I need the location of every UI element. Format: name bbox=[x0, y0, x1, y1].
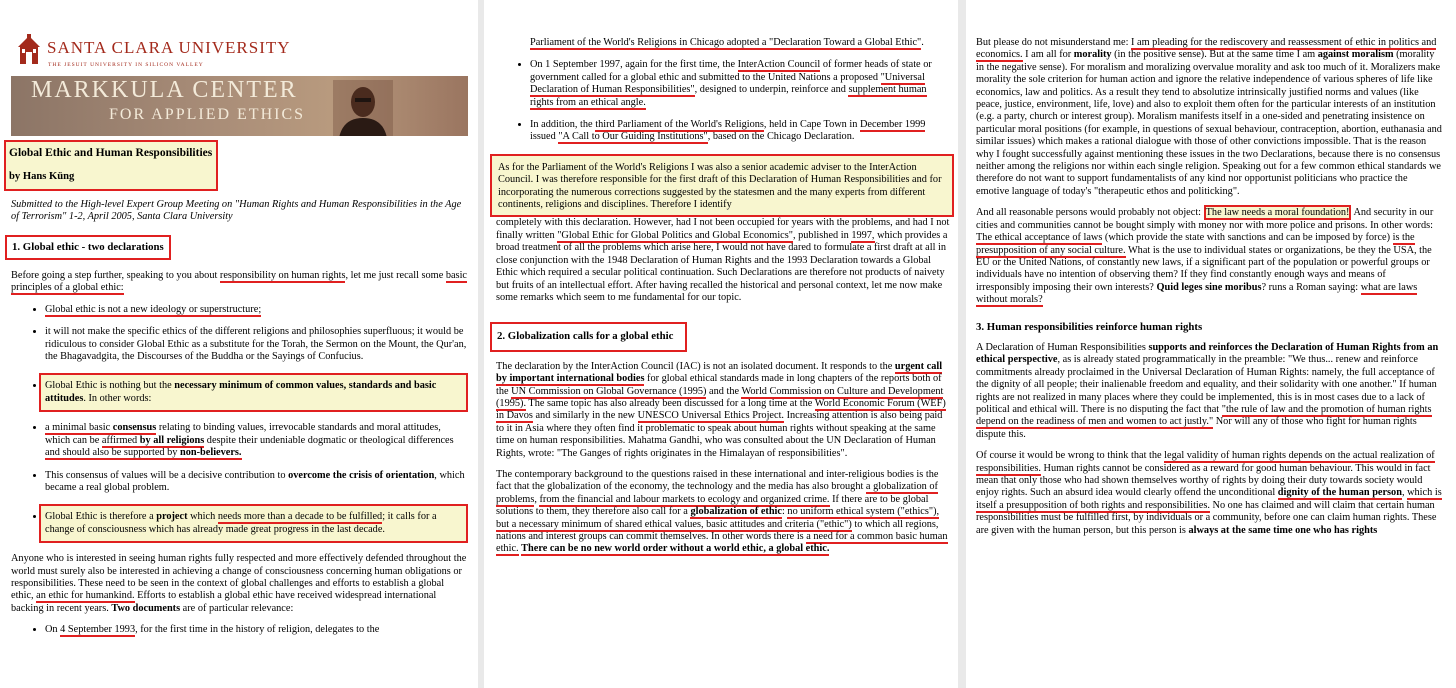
list-item: • a minimal basic consensus relating to binding values, irrevocable standards and moral attitudes, which can be affirmed by all religions despite their undeniable dogmatic or theological differences and should also be supported by non-believers. bbox=[45, 422, 468, 459]
list-item: Parliament of the World's Religions in Chicago adopted a "Declaration Toward a Global Ethic". bbox=[530, 37, 924, 48]
paragraph: Anyone who is interested in seeing human rights fully respected and more effectively defended throughout the world must surely also be interested in achieving a change of consciousness concerning human obligations or responsibilities. These need to be seen in the context of global challenges and efforts to establish a global ethic, an ethic for humankind. Efforts to establish a global ethic have received widespread international backing in recent years. Two documents are of particular relevance: bbox=[11, 553, 467, 614]
documents-list bbox=[496, 59, 950, 143]
list-item bbox=[45, 373, 468, 412]
university-tagline: THE JESUIT UNIVERSITY IN SILICON VALLEY bbox=[48, 62, 204, 68]
paragraph: But please do not misunderstand me: I am pleading for the rediscovery and reassessment of ethic in politics and economics. I am all for morality (in the positive sense). But at the same time I am against moralism (morality in the negative sense). For moralism and moralizing overvalue morality and ask too much of it. Moralizers make morality the sole criterion for human action and ignore the relative independence of various spheres of life like economics, law and politics. As a result they tend to absolutize intrinsically justified norms and values (like peace, justice, environment, life, love) and also to exploit them often for the particular interests of an institution (e.g. a party, church or interest group). Moralism manifests itself in a one-sided and penetrating insistence on particular moral positions (for example, in questions of sexual behaviour, contraception, abortion, euthanasia and similar issues) which makes a rational dialogue with those of other convictions impossible. That is the reason why I fought successfully against mentioning these issues in the two Declarations, because there is no consensus neither among the religions nor within each single religion. Speaking out for a few common ethical standards we therefore do not want to support fundamentalists of any kind nor opportunist politicians who practice the emotive language of today's "therapeutic ethos and politicking". bbox=[976, 37, 1442, 197]
portrait-photo bbox=[333, 80, 393, 136]
paragraph: The contemporary background to the questions raised in these international and inter-religious bodies is the fact that the globalization of the economy, the technology and the media has also brought a globalization of problems, from the financial and labour markets to ecology and organized crime. If there are to be global solutions to them, they therefore also call for a globalization of ethic: no uniform ethical system ("ethics"), but a necessary minimum of shared ethical values, basic attitudes and criteria ("ethic") to which all regions, nations and interest groups can commit themselves. In other words there is a need for a common basic human ethic. There can be no new world order without a world ethic, a global ethic. bbox=[496, 468, 948, 555]
list-item: • On 4 September 1993, for the first time in the history of religion, delegates to the bbox=[45, 624, 468, 636]
paragraph: Of course it would be wrong to think that the legal validity of human rights depends on the actual realization of responsibilities. Human rights cannot be considered as a reward for good human behaviour. This would in fact mean that only those who had shown themselves worthy of rights by doing their duty towards society would enjoy rights. Such an absurd idea would clearly offend the unconditional dignity of the human person, which is itself a presupposition of both rights and responsibilities. No one has claimed and will claim that certain human responsibilities must be fulfilled first, by individuals or a community, before one can claim human rights. These are given with the human person, but this person is always at the same time one who has rights bbox=[976, 450, 1442, 536]
highlighted-bullet: • Global Ethic is nothing but the necessary minimum of common values, standards and basic attitudes. In other words: bbox=[39, 373, 468, 412]
paragraph: Before going a step further, speaking to you about responsibility on human rights, let me just recall some basic principles of a global ethic: bbox=[11, 270, 468, 294]
highlighted-paragraph: As for the Parliament of the World's Religions I was also a senior academic adviser to the InterAction Council. I was therefore responsible for the first draft of this Declaration of Human Responsibilities and for incorporating the numerous corrections suggested by the statesmen and the many experts from different continents, religions and disciplines. Therefore I identify bbox=[490, 154, 954, 218]
article-title: Global Ethic and Human Responsibilities bbox=[9, 147, 213, 159]
paragraph: The declaration by the InterAction Council (IAC) is not an isolated document. It responds to the urgent call by important international bodies for global ethical standards made in long chapters of the reports both of the UN Commission on Global Governance (1995) and the World Commission on Culture and Development (1995). The same topic has also already been discussed for a long time at the World Economic Forum (WEF) in Davos and similarly in the new UNESCO Universal Ethics Project. Increasing attention is also being paid to it in Asia where they often find it problematic to speak about human rights without speaking at the same time on human responsibilities. Mahatma Gandhi, who was consulted about the UN Declaration of Human Rights, wrote: "The Ganges of rights originates in the Himalayan of responsibilities". bbox=[496, 360, 946, 459]
list-item: • it will not make the specific ethics of the different religions and philosophies superfluous; it would be ridiculous to consider Global Ethic as a substitute for the Torah, the Sermon on the Mount, the Qur'an, the Bhagavadgita, the Discourses of the Buddha or the Sayings of Confucius. bbox=[45, 326, 468, 363]
article-title-box bbox=[4, 140, 218, 191]
section-heading-2: 2. Globalization calls for a global ethic bbox=[490, 322, 687, 351]
section-heading-3: 3. Human responsibilities reinforce human rights bbox=[976, 320, 1203, 333]
paragraph: A Declaration of Human Responsibilities supports and reinforces the Declaration of Human Rights from an ethical perspective, as is already stated programmatically in the preamble: "We thus... renew and reinforce commitments already proclaimed in the Universal Declaration of Human Rights: namely, the full acceptance of the dignity of all people; their inalienable freedom and equality, and their solidarity with one another." If human rights are not realized in many places where they could be implemented, this is in most cases due to a lack of political and ethical will. There is no disputing the fact that "the rule of law and the promotion of human rights depend on the readiness of men and women to act justly." Nor will any of those who fight for human rights dispute this. bbox=[976, 341, 1439, 440]
list-item bbox=[45, 504, 468, 543]
page-column-1 bbox=[0, 0, 478, 688]
page-column-3 bbox=[966, 0, 1456, 688]
boxed-phrase: The law needs a moral foundation! bbox=[1205, 207, 1350, 219]
highlighted-bullet: • Global Ethic is therefore a project which needs more than a decade to be fulfilled; it calls for a change of consciousness which has already made great progress in the last decade. bbox=[39, 504, 468, 543]
list-item: • This consensus of values will be a decisive contribution to overcome the crisis of orientation, which became a real global problem. bbox=[45, 470, 468, 495]
mission-building-icon bbox=[17, 34, 41, 64]
center-title: MARKKULA CENTER bbox=[31, 77, 298, 103]
section-heading-1: 1. Global ethic - two declarations bbox=[5, 235, 171, 260]
center-subtitle: FOR APPLIED ETHICS bbox=[109, 106, 306, 123]
list-item: • In addition, the third Parliament of the World's Religions, held in Cape Town in December 1999 issued "A Call to Our Guiding Institutions", based on the Chicago Declaration. bbox=[530, 119, 950, 144]
list-item: • On 1 September 1997, again for the first time, the InterAction Council of former heads of state or government called for a global ethic and submitted to the United Nations a proposed "Universal Declaration of Human Responsibilities", designed to underpin, reinforce and supplement human rights from an ethical angle. bbox=[530, 59, 950, 109]
documents-list-continued bbox=[496, 37, 950, 49]
documents-list bbox=[11, 624, 468, 636]
paragraph: completely with this declaration. However, had I not been occupied for years with the problems, and had I not finally written "Global Ethic for Global Politics and Global Economics", published in 1997, which provides a broad treatment of all the problems which arise here, I would not have dared to formulate a first draft at all in close conjunction with the 1948 Declaration of Human Rights and the 1993 Declaration towards a Global Ethic which required a secular political continuation. Such Declarations are therefore not products of naivety but fruits of an intellectual effort. After having recalled the historical and personal context, let me now make some remarks which seem to me fundamental for our topic. bbox=[496, 217, 950, 303]
article-submission-note: Submitted to the High-level Expert Group Meeting on "Human Rights and Human Responsibilities in the Age of Terrorism" 1-2, April 2005, Santa Clara University bbox=[11, 198, 462, 223]
list-item: • Global ethic is not a new ideology or superstructure; bbox=[45, 304, 468, 316]
markkula-banner[interactable] bbox=[11, 76, 468, 136]
principles-list bbox=[11, 304, 468, 543]
university-logo[interactable] bbox=[11, 38, 468, 66]
university-name: SANTA CLARA UNIVERSITY bbox=[47, 38, 291, 57]
page-column-2 bbox=[484, 0, 958, 688]
paragraph: And all reasonable persons would probably not object: The law needs a moral foundation! And security in our cities and communities cannot be bought simply with money nor with more police and prisons. In other words: The ethical acceptance of laws (which provide the state with sanctions and can be imposed by force) is the presupposition of any social culture. What is the use to individual states or organizations, be they the USA, the EU or the United Nations, of constantly new laws, if a significant part of the population or powerful groups or individuals have no intention of observing them? If they find constantly enough ways and means of irresponsibly imposing their own interests? Quid leges sine moribus? runs a Roman saying: what are laws without morals? bbox=[976, 207, 1434, 306]
article-author: by Hans Küng bbox=[9, 171, 75, 183]
